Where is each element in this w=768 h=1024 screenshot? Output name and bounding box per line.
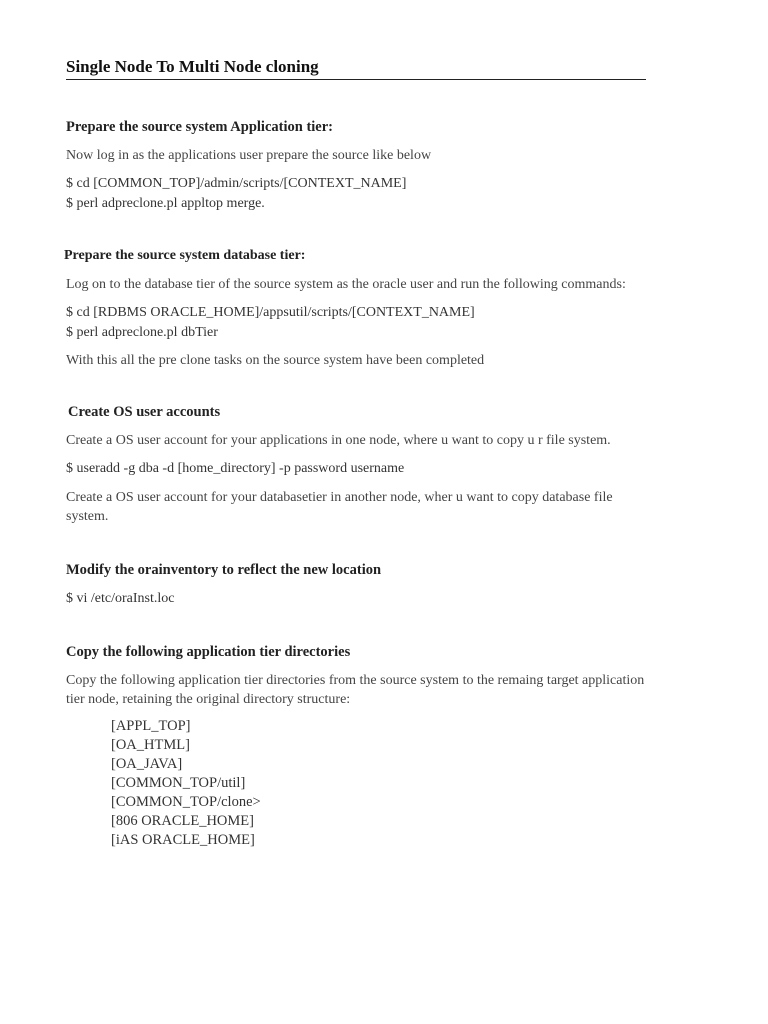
section-create-os-users — [66, 403, 646, 526]
section-paragraph: Now log in as the applications user prepare the source like below — [66, 148, 432, 163]
section-heading: Prepare the source system Application tier: — [66, 119, 333, 135]
command-line: $ cd [COMMON_TOP]/admin/scripts/[CONTEXT_NAME] — [66, 176, 407, 191]
section-heading: Prepare the source system database tier: — [64, 248, 306, 263]
section-modify-orainventory — [66, 561, 646, 609]
section-prepare-db-tier — [64, 247, 646, 370]
document-page — [66, 56, 646, 850]
section-paragraph: With this all the pre clone tasks on the source system have been completed — [66, 353, 485, 368]
directory-item: [COMMON_TOP/util] — [111, 775, 246, 791]
command-line: $ vi /etc/oraInst.loc — [66, 590, 175, 606]
directory-item: [APPL_TOP] — [111, 718, 191, 734]
section-heading: Copy the following application tier directories — [66, 644, 351, 660]
directory-item: [806 ORACLE_HOME] — [111, 813, 254, 829]
section-paragraph: Create a OS user account for your applications in one node, where u want to copy u r file system. — [66, 433, 611, 448]
command-line: $ perl adpreclone.pl appltop merge. — [66, 195, 265, 211]
section-prepare-apps-tier — [66, 118, 646, 213]
document-title: Single Node To Multi Node cloning — [66, 56, 646, 80]
directory-item: [OA_HTML] — [111, 737, 190, 753]
directory-item: [COMMON_TOP/clone> — [111, 794, 261, 810]
section-paragraph: Copy the following application tier directories from the source system to the remaing target application tier node, retaining the original directory structure: — [66, 673, 645, 707]
section-heading: Create OS user accounts — [68, 404, 221, 420]
command-line: $ cd [RDBMS ORACLE_HOME]/appsutil/scripts/[CONTEXT_NAME] — [66, 305, 475, 320]
command-line: $ useradd -g dba -d [home_directory] -p password username — [66, 461, 405, 476]
section-heading: Modify the orainventory to reflect the new location — [66, 561, 382, 578]
directory-item: [OA_JAVA] — [111, 756, 183, 772]
command-line: $ perl adpreclone.pl dbTier — [66, 324, 218, 340]
section-paragraph: Log on to the database tier of the source system as the oracle user and run the following commands: — [66, 277, 626, 292]
section-copy-directories — [66, 643, 646, 850]
directory-list — [66, 717, 646, 850]
directory-item: [iAS ORACLE_HOME] — [111, 832, 255, 848]
section-paragraph: Create a OS user account for your databasetier in another node, wher u want to copy database file system. — [66, 489, 613, 524]
